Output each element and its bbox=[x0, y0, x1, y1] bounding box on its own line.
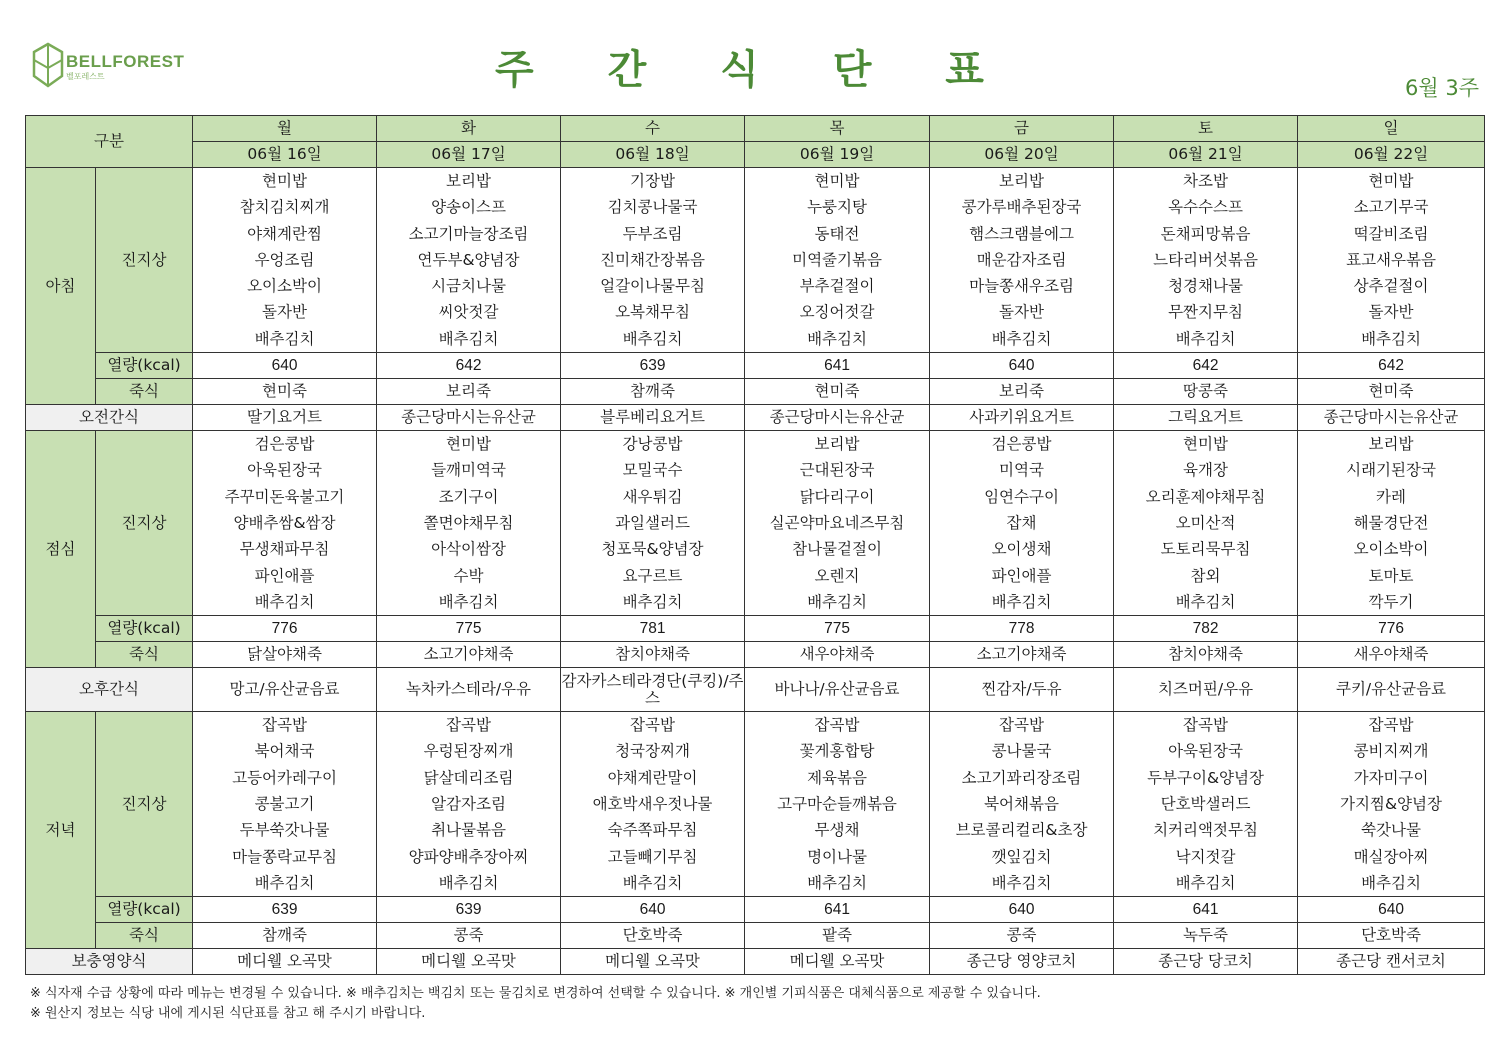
menu-item: 우렁된장찌개 bbox=[423, 742, 514, 761]
pm-snack-value: 치즈머핀/우유 bbox=[1114, 668, 1298, 712]
am-snack-label: 오전간식 bbox=[26, 405, 193, 431]
menu-item: 동태전 bbox=[814, 224, 860, 243]
menu-item: 고등어카레구이 bbox=[232, 768, 337, 787]
kcal-value: 639 bbox=[193, 897, 377, 923]
menu-item: 두부조림 bbox=[622, 224, 683, 243]
porridge-value: 참깨죽 bbox=[561, 379, 745, 405]
table-row bbox=[26, 923, 1485, 949]
porridge-value: 콩죽 bbox=[377, 923, 561, 949]
porridge-value: 보리죽 bbox=[930, 379, 1114, 405]
menu-item: 청국장찌개 bbox=[615, 742, 690, 761]
menu-item: 표고새우볶음 bbox=[1346, 250, 1436, 269]
porridge-value: 새우야채죽 bbox=[1298, 642, 1485, 668]
table-row bbox=[26, 116, 1485, 142]
menu-item: 아삭이쌈장 bbox=[431, 540, 506, 559]
menu-item: 배추김치 bbox=[254, 329, 315, 348]
menu-item: 애호박새우젓나물 bbox=[592, 795, 713, 814]
menu-item: 참치김치찌개 bbox=[239, 198, 330, 217]
kcal-value: 640 bbox=[1298, 897, 1485, 923]
kcal-value: 775 bbox=[745, 616, 930, 642]
menu-item: 배추김치 bbox=[991, 873, 1052, 892]
menu-item: 깻잎김치 bbox=[991, 847, 1052, 866]
kcal-value: 642 bbox=[1298, 353, 1485, 379]
table-row bbox=[26, 353, 1485, 379]
kcal-value: 639 bbox=[561, 353, 745, 379]
main-course-cell bbox=[1298, 431, 1485, 616]
menu-item: 오이소박이 bbox=[1353, 540, 1429, 559]
menu-item: 부추겉절이 bbox=[799, 277, 875, 296]
main-course-cell bbox=[745, 431, 930, 616]
main-course-cell bbox=[377, 431, 561, 616]
page-title: 주 간 식 단 표 bbox=[495, 47, 1014, 93]
menu-item: 꽃게홍합탕 bbox=[799, 742, 875, 761]
menu-item: 매운감자조림 bbox=[976, 250, 1067, 269]
am-snack-value: 종근당마시는유산균 bbox=[1298, 405, 1485, 431]
menu-item: 소고기마늘장조림 bbox=[408, 224, 529, 243]
menu-item: 육개장 bbox=[1183, 461, 1228, 480]
day-header: 수 bbox=[561, 116, 745, 142]
menu-item: 상추겉절이 bbox=[1353, 277, 1429, 296]
menu-item: 배추김치 bbox=[807, 592, 867, 611]
menu-item: 매실장아찌 bbox=[1353, 847, 1429, 866]
porridge-value: 땅콩죽 bbox=[1114, 379, 1298, 405]
menu-item: 숙주쪽파무침 bbox=[607, 821, 698, 840]
kcal-value: 640 bbox=[193, 353, 377, 379]
menu-item: 차조밥 bbox=[1183, 172, 1228, 190]
menu-item: 콩가루배추된장국 bbox=[961, 198, 1082, 217]
date-header: 06월 17일 bbox=[377, 142, 561, 168]
menu-item: 주꾸미돈육불고기 bbox=[224, 487, 345, 506]
table-row bbox=[26, 431, 1485, 616]
supplement-value: 메디웰 오곡맛 bbox=[561, 949, 745, 975]
day-header: 금 bbox=[930, 116, 1114, 142]
main-course-cell bbox=[930, 712, 1114, 897]
meal-label-breakfast: 아침 bbox=[26, 168, 96, 405]
table-row bbox=[26, 712, 1485, 897]
menu-item: 배추김치 bbox=[1175, 592, 1236, 611]
menu-item: 배추김치 bbox=[438, 329, 499, 348]
menu-item: 배추김치 bbox=[622, 873, 683, 892]
menu-item: 북어채국 bbox=[254, 742, 315, 761]
menu-item: 조기구이 bbox=[438, 487, 499, 506]
menu-item: 알감자조림 bbox=[431, 795, 506, 814]
menu-item: 오미산적 bbox=[1175, 513, 1236, 532]
menu-item: 아욱된장국 bbox=[1168, 742, 1243, 761]
main-course-cell bbox=[745, 712, 930, 897]
main-course-cell bbox=[561, 712, 745, 897]
menu-item: 배추김치 bbox=[807, 873, 867, 892]
menu-item: 두부쑥갓나물 bbox=[239, 821, 330, 840]
main-course-label: 진지상 bbox=[96, 712, 193, 897]
am-snack-value: 사과키위요거트 bbox=[930, 405, 1114, 431]
kcal-value: 639 bbox=[377, 897, 561, 923]
menu-item: 무생채파무침 bbox=[239, 540, 330, 559]
menu-item: 보리밥 bbox=[814, 435, 860, 454]
table-row bbox=[26, 949, 1485, 975]
porridge-value: 참깨죽 bbox=[193, 923, 377, 949]
menu-item: 양파양배추장아찌 bbox=[408, 847, 529, 866]
porridge-value: 현미죽 bbox=[193, 379, 377, 405]
porridge-value: 녹두죽 bbox=[1114, 923, 1298, 949]
pm-snack-value: 바나나/유산균음료 bbox=[745, 668, 930, 712]
kcal-label: 열량(kcal) bbox=[96, 616, 193, 642]
menu-item: 새우튀김 bbox=[622, 487, 683, 506]
menu-item: 카레 bbox=[1376, 487, 1406, 506]
porridge-value: 닭살야채죽 bbox=[193, 642, 377, 668]
supplement-value: 종근당 캔서코치 bbox=[1298, 949, 1485, 975]
menu-item: 배추김치 bbox=[1175, 873, 1236, 892]
menu-item: 모밀국수 bbox=[622, 461, 683, 480]
menu-item: 닭살데리조림 bbox=[423, 768, 514, 787]
menu-item: 요구르트 bbox=[622, 566, 683, 585]
menu-item: 배추김치 bbox=[991, 592, 1052, 611]
porridge-value: 새우야채죽 bbox=[745, 642, 930, 668]
menu-item: 콩비지찌개 bbox=[1353, 742, 1429, 761]
day-header: 목 bbox=[745, 116, 930, 142]
menu-item: 잡곡밥 bbox=[446, 716, 491, 735]
corner-label: 구분 bbox=[26, 116, 193, 168]
menu-item: 쑥갓나물 bbox=[1361, 821, 1421, 840]
pm-snack-value: 녹차카스테라/우유 bbox=[377, 668, 561, 712]
porridge-value: 단호박죽 bbox=[1298, 923, 1485, 949]
porridge-value: 단호박죽 bbox=[561, 923, 745, 949]
supplement-value: 메디웰 오곡맛 bbox=[193, 949, 377, 975]
note-line: ※ 원산지 정보는 식당 내에 게시된 식단표를 참고 해 주시기 바랍니다. bbox=[30, 1006, 426, 1021]
day-header: 화 bbox=[377, 116, 561, 142]
menu-item: 쫄면야채무침 bbox=[423, 513, 514, 532]
menu-item: 미역국 bbox=[999, 461, 1044, 480]
menu-item: 단호박샐러드 bbox=[1160, 795, 1251, 814]
menu-item: 배추김치 bbox=[254, 592, 315, 611]
kcal-label: 열량(kcal) bbox=[96, 353, 193, 379]
menu-item: 양송이스프 bbox=[431, 198, 506, 217]
meal-label-dinner: 저녁 bbox=[26, 712, 96, 949]
menu-item: 느타리버섯볶음 bbox=[1153, 250, 1258, 269]
date-header: 06월 18일 bbox=[561, 142, 745, 168]
menu-item: 소고기무국 bbox=[1353, 198, 1429, 217]
menu-item: 배추김치 bbox=[438, 592, 499, 611]
main-course-cell bbox=[1114, 431, 1298, 616]
menu-item: 아욱된장국 bbox=[247, 461, 322, 480]
menu-item: 고들빼기무침 bbox=[607, 847, 698, 866]
table-row bbox=[26, 168, 1485, 353]
kcal-value: 781 bbox=[561, 616, 745, 642]
menu-item: 시래기된장국 bbox=[1346, 461, 1436, 480]
am-snack-value: 종근당마시는유산균 bbox=[745, 405, 930, 431]
kcal-value: 776 bbox=[193, 616, 377, 642]
menu-item: 잡곡밥 bbox=[999, 716, 1044, 735]
menu-item: 잡곡밥 bbox=[262, 716, 307, 735]
porridge-value: 콩죽 bbox=[930, 923, 1114, 949]
main-course-cell bbox=[745, 168, 930, 353]
menu-item: 잡곡밥 bbox=[630, 716, 675, 735]
kcal-value: 640 bbox=[930, 353, 1114, 379]
menu-item: 미역줄기볶음 bbox=[792, 250, 882, 269]
date-header: 06월 19일 bbox=[745, 142, 930, 168]
main-course-cell bbox=[1298, 712, 1485, 897]
menu-item: 콩나물국 bbox=[991, 742, 1052, 761]
menu-item: 무짠지무침 bbox=[1168, 303, 1243, 322]
menu-item: 참외 bbox=[1190, 566, 1221, 585]
main-course-cell bbox=[1114, 712, 1298, 897]
menu-item: 배추김치 bbox=[438, 873, 499, 892]
menu-item: 배추김치 bbox=[807, 329, 867, 348]
menu-item: 우엉조림 bbox=[254, 250, 315, 269]
kcal-value: 778 bbox=[930, 616, 1114, 642]
main-course-cell bbox=[193, 431, 377, 616]
porridge-value: 소고기야채죽 bbox=[930, 642, 1114, 668]
menu-item: 보리밥 bbox=[446, 172, 491, 190]
kcal-value: 642 bbox=[1114, 353, 1298, 379]
menu-item: 해물경단전 bbox=[1353, 513, 1429, 532]
main-course-cell bbox=[377, 712, 561, 897]
menu-item: 임연수구이 bbox=[984, 487, 1059, 506]
menu-item: 검은콩밥 bbox=[991, 435, 1052, 454]
date-header: 06월 20일 bbox=[930, 142, 1114, 168]
menu-item: 잡곡밥 bbox=[1368, 716, 1414, 735]
menu-item: 양배추쌈&쌈장 bbox=[233, 513, 336, 532]
table-row bbox=[26, 642, 1485, 668]
table-row bbox=[26, 897, 1485, 923]
table-row bbox=[26, 668, 1485, 712]
date-header: 06월 22일 bbox=[1298, 142, 1485, 168]
menu-item: 오징어젓갈 bbox=[799, 303, 875, 322]
table-row bbox=[26, 405, 1485, 431]
menu-item: 강낭콩밥 bbox=[622, 435, 683, 454]
notes bbox=[30, 984, 1041, 1024]
main-course-label: 진지상 bbox=[96, 168, 193, 353]
menu-item: 파인애플 bbox=[254, 566, 315, 585]
am-snack-value: 딸기요거트 bbox=[193, 405, 377, 431]
menu-item: 청포묵&양념장 bbox=[601, 540, 704, 559]
menu-item: 현미밥 bbox=[1368, 172, 1414, 190]
menu-item: 실곤약마요네즈무침 bbox=[769, 513, 905, 532]
menu-item: 청경채나물 bbox=[1168, 277, 1243, 296]
menu-item: 잡곡밥 bbox=[1183, 716, 1228, 735]
menu-item: 보리밥 bbox=[999, 172, 1044, 190]
menu-item: 누룽지탕 bbox=[807, 198, 867, 217]
menu-item: 현미밥 bbox=[814, 172, 860, 190]
menu-item: 토마토 bbox=[1368, 566, 1414, 585]
menu-item: 배추김치 bbox=[254, 873, 315, 892]
menu-item: 얼갈이나물무침 bbox=[600, 277, 705, 296]
menu-item: 오렌지 bbox=[814, 566, 860, 585]
menu-item: 마늘쫑새우조림 bbox=[969, 277, 1074, 296]
menu-item: 깍두기 bbox=[1368, 592, 1414, 611]
menu-item: 현미밥 bbox=[1183, 435, 1228, 454]
brand-subname: 벨포레스트 bbox=[66, 72, 105, 81]
menu-item: 현미밥 bbox=[446, 435, 491, 454]
week-label: 6월 3주 bbox=[1405, 76, 1479, 100]
menu-item: 진미채간장볶음 bbox=[600, 250, 705, 269]
date-header: 06월 21일 bbox=[1114, 142, 1298, 168]
menu-table-body bbox=[26, 116, 1485, 975]
menu-item: 야채계란말이 bbox=[607, 768, 698, 787]
menu-item: 배추김치 bbox=[991, 329, 1052, 348]
menu-item: 가지찜&양념장 bbox=[1340, 795, 1442, 814]
kcal-value: 641 bbox=[745, 897, 930, 923]
porridge-value: 소고기야채죽 bbox=[377, 642, 561, 668]
menu-item: 잡채 bbox=[1006, 513, 1037, 532]
porridge-value: 현미죽 bbox=[745, 379, 930, 405]
note-line: ※ 식자재 수급 상황에 따라 메뉴는 변경될 수 있습니다. ※ 배추김치는 백김치 또는 물김치로 변경하여 선택할 수 있습니다. ※ 개인별 기피식품은 대체식품으로 제공할 수 있습니다. bbox=[30, 986, 1041, 1001]
am-snack-value: 그릭요거트 bbox=[1114, 405, 1298, 431]
menu-item: 돌자반 bbox=[1368, 303, 1414, 322]
pm-snack-value: 망고/유산균음료 bbox=[193, 668, 377, 712]
meal-label-lunch: 점심 bbox=[26, 431, 96, 668]
porridge-label: 죽식 bbox=[96, 642, 193, 668]
menu-item: 명이나물 bbox=[807, 847, 867, 866]
supplement-value: 메디웰 오곡맛 bbox=[377, 949, 561, 975]
supplement-value: 메디웰 오곡맛 bbox=[745, 949, 930, 975]
menu-item: 제육볶음 bbox=[807, 768, 867, 787]
menu-item: 치커리액젓무침 bbox=[1153, 821, 1258, 840]
menu-item: 보리밥 bbox=[1368, 435, 1414, 454]
porridge-value: 팥죽 bbox=[745, 923, 930, 949]
menu-item: 돌자반 bbox=[262, 303, 307, 322]
menu-item: 돈채피망볶음 bbox=[1160, 224, 1251, 243]
menu-item: 소고기꽈리장조림 bbox=[961, 768, 1082, 787]
pm-snack-value: 쿠키/유산균음료 bbox=[1298, 668, 1485, 712]
kcal-value: 782 bbox=[1114, 616, 1298, 642]
menu-item: 배추김치 bbox=[622, 329, 683, 348]
main-course-cell bbox=[1114, 168, 1298, 353]
menu-item: 과일샐러드 bbox=[615, 513, 690, 532]
menu-item: 오복채무침 bbox=[615, 303, 690, 322]
day-header: 토 bbox=[1114, 116, 1298, 142]
menu-item: 떡갈비조림 bbox=[1353, 224, 1429, 243]
menu-item: 햄스크램블에그 bbox=[969, 224, 1074, 243]
menu-item: 배추김치 bbox=[1361, 329, 1421, 348]
supplement-value: 종근당 당코치 bbox=[1114, 949, 1298, 975]
kcal-value: 641 bbox=[745, 353, 930, 379]
kcal-label: 열량(kcal) bbox=[96, 897, 193, 923]
menu-item: 도토리묵무침 bbox=[1160, 540, 1251, 559]
pm-snack-label: 오후간식 bbox=[26, 668, 193, 712]
table-row bbox=[26, 142, 1485, 168]
porridge-value: 보리죽 bbox=[377, 379, 561, 405]
porridge-value: 현미죽 bbox=[1298, 379, 1485, 405]
porridge-label: 죽식 bbox=[96, 923, 193, 949]
table-row bbox=[26, 379, 1485, 405]
menu-item: 야채계란찜 bbox=[247, 224, 322, 243]
menu-item: 들깨미역국 bbox=[431, 461, 506, 480]
supplement-value: 종근당 영양코치 bbox=[930, 949, 1114, 975]
menu-item: 시금치나물 bbox=[431, 277, 506, 296]
menu-item: 북어채볶음 bbox=[984, 795, 1059, 814]
menu-item: 김치콩나물국 bbox=[607, 198, 698, 217]
menu-item: 콩불고기 bbox=[254, 795, 315, 814]
menu-item: 취나물볶음 bbox=[431, 821, 506, 840]
menu-item: 잡곡밥 bbox=[814, 716, 860, 735]
menu-item: 참나물겉절이 bbox=[792, 540, 882, 559]
menu-item: 옥수수스프 bbox=[1168, 198, 1243, 217]
menu-item: 배추김치 bbox=[1175, 329, 1236, 348]
menu-item: 배추김치 bbox=[1361, 873, 1421, 892]
kcal-value: 640 bbox=[561, 897, 745, 923]
weekly-menu-table bbox=[25, 115, 1485, 975]
pm-snack-value: 찐감자/두유 bbox=[930, 668, 1114, 712]
menu-item: 연두부&양념장 bbox=[417, 250, 520, 269]
table-row bbox=[26, 616, 1485, 642]
supplement-label: 보충영양식 bbox=[26, 949, 193, 975]
menu-item: 현미밥 bbox=[262, 172, 307, 190]
main-course-cell bbox=[1298, 168, 1485, 353]
menu-item: 파인애플 bbox=[991, 566, 1052, 585]
menu-item: 오이생채 bbox=[991, 540, 1052, 559]
menu-item: 오리훈제야채무침 bbox=[1145, 487, 1266, 506]
kcal-value: 640 bbox=[930, 897, 1114, 923]
day-header: 월 bbox=[193, 116, 377, 142]
main-course-cell bbox=[193, 168, 377, 353]
main-course-cell bbox=[930, 168, 1114, 353]
am-snack-value: 블루베리요거트 bbox=[561, 405, 745, 431]
main-course-cell bbox=[561, 168, 745, 353]
main-course-cell bbox=[930, 431, 1114, 616]
menu-item: 낙지젓갈 bbox=[1175, 847, 1236, 866]
day-header: 일 bbox=[1298, 116, 1485, 142]
brand-name: BELLFOREST bbox=[66, 52, 185, 71]
main-course-cell bbox=[193, 712, 377, 897]
am-snack-value: 종근당마시는유산균 bbox=[377, 405, 561, 431]
date-header: 06월 16일 bbox=[193, 142, 377, 168]
menu-item: 배추김치 bbox=[622, 592, 683, 611]
menu-item: 수박 bbox=[453, 566, 484, 585]
main-course-cell bbox=[561, 431, 745, 616]
menu-item: 씨앗젓갈 bbox=[438, 303, 499, 322]
kcal-value: 641 bbox=[1114, 897, 1298, 923]
kcal-value: 642 bbox=[377, 353, 561, 379]
menu-item: 가자미구이 bbox=[1353, 768, 1429, 787]
porridge-label: 죽식 bbox=[96, 379, 193, 405]
menu-item: 검은콩밥 bbox=[254, 435, 315, 454]
menu-item: 기장밥 bbox=[630, 172, 675, 190]
menu-item: 근대된장국 bbox=[799, 461, 875, 480]
porridge-value: 참치야채죽 bbox=[1114, 642, 1298, 668]
menu-item: 무생채 bbox=[814, 821, 860, 840]
kcal-value: 776 bbox=[1298, 616, 1485, 642]
menu-item: 마늘쫑락교무침 bbox=[232, 847, 337, 866]
main-course-cell bbox=[377, 168, 561, 353]
menu-item: 고구마순들깨볶음 bbox=[777, 795, 897, 814]
menu-item: 닭다리구이 bbox=[799, 487, 875, 506]
menu-item: 두부구이&양념장 bbox=[1147, 768, 1264, 787]
menu-item: 브로콜리컬리&초장 bbox=[955, 821, 1088, 840]
main-course-label: 진지상 bbox=[96, 431, 193, 616]
kcal-value: 775 bbox=[377, 616, 561, 642]
menu-item: 돌자반 bbox=[999, 303, 1044, 322]
porridge-value: 참치야채죽 bbox=[561, 642, 745, 668]
pm-snack-value: 감자카스테라경단(쿠킹)/주스 bbox=[561, 668, 745, 712]
menu-item: 오이소박이 bbox=[247, 277, 322, 296]
